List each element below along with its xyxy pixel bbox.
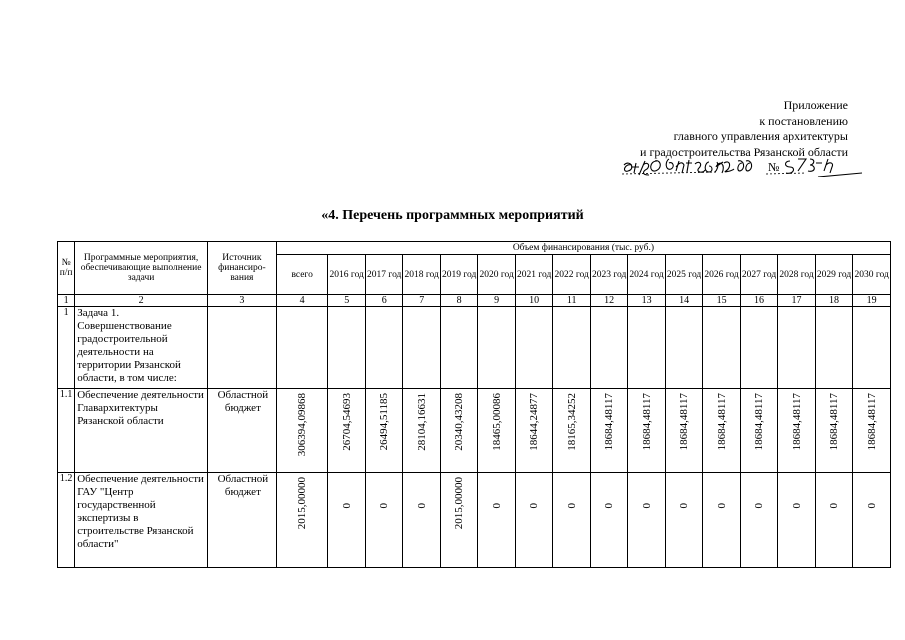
header-year: 2025 год [665,255,702,295]
row-total [276,473,328,568]
row-value [590,307,627,389]
column-number: 14 [665,295,702,307]
header-year: 2019 год [440,255,477,295]
row-value [553,389,590,473]
value-text: 18684,48117 [715,393,728,451]
column-number: 9 [478,295,515,307]
value-text: 2015,00000 [453,477,466,530]
column-number: 2 [75,295,208,307]
row-value [440,473,477,568]
row-value [628,307,665,389]
handwritten-date-number [620,155,865,177]
column-number: 15 [703,295,740,307]
column-number: 3 [207,295,276,307]
column-number: 8 [440,295,477,307]
header-year: 2018 год [403,255,440,295]
column-number: 6 [365,295,402,307]
row-source [207,307,276,389]
table-row [58,473,891,568]
row-value [365,307,402,389]
row-value [665,389,702,473]
row-num: 1 [58,307,75,389]
value-text: 0 [790,503,803,509]
program-table [57,241,891,568]
row-value [365,473,402,568]
value-text: 26494,51185 [378,393,391,451]
row-value [478,473,515,568]
row-value [515,307,552,389]
annex-line: главного управления архитектуры [673,129,848,143]
value-text: 26704,54693 [340,393,353,451]
header-year: 2029 год [815,255,852,295]
row-value [515,473,552,568]
row-value [478,307,515,389]
column-number-row [58,295,891,307]
row-value [740,473,777,568]
column-number: 1 [58,295,75,307]
header-num: № п/п [58,242,75,295]
value-text: 18684,48117 [603,393,616,451]
value-text: 0 [603,503,616,509]
value-text: 0 [490,503,503,509]
value-text: 0 [565,503,578,509]
row-value [590,389,627,473]
column-number: 16 [740,295,777,307]
row-activity: Задача 1. Совершенствование градостроительной деятельности на территории Рязанской области, в том числе: [75,307,208,389]
value-text: 0 [528,503,541,509]
value-text: 18165,34252 [565,393,578,451]
row-value [740,307,777,389]
value-text: 0 [715,503,728,509]
value-text: 18465,00086 [490,393,503,451]
row-value [778,389,815,473]
row-value [853,307,891,389]
table-row [58,389,891,473]
header-year: 2024 год [628,255,665,295]
header-year: 2027 год [740,255,777,295]
column-number: 17 [778,295,815,307]
row-value [815,307,852,389]
value-text: 0 [340,503,353,509]
row-activity: Обеспечение деятельности Главархитектуры Рязанской области [75,389,208,473]
row-source: Областной бюджет [207,473,276,568]
value-text: 0 [678,503,691,509]
row-value [328,473,365,568]
header-year: 2016 год [328,255,365,295]
value-text: 306394,09868 [296,393,309,457]
column-number: 4 [276,295,328,307]
row-value [853,473,891,568]
row-value [703,473,740,568]
row-value [628,473,665,568]
value-text: 0 [378,503,391,509]
header-total: всего [276,255,328,295]
header-year: 2020 год [478,255,515,295]
annex-line: Приложение [783,98,848,112]
header-year: 2023 год [590,255,627,295]
page-title: «4. Перечень программных мероприятий [321,208,584,223]
row-value [665,473,702,568]
header-year: 2021 год [515,255,552,295]
row-value [853,389,891,473]
header-year: 2022 год [553,255,590,295]
value-text: 18684,48117 [790,393,803,451]
row-value [778,307,815,389]
value-text: 18684,48117 [753,393,766,451]
header-year: 2026 год [703,255,740,295]
annex-line: и градостроительства Рязанской области [640,144,848,159]
value-text: 0 [415,503,428,509]
value-text: 18644,24877 [528,393,541,451]
header-year: 2028 год [778,255,815,295]
row-total [276,307,328,389]
row-value [665,307,702,389]
row-value [403,307,440,389]
header-year: 2030 год [853,255,891,295]
column-number: 13 [628,295,665,307]
row-value [440,389,477,473]
row-activity: Обеспечение деятельности ГАУ "Центр государственной экспертизы в строительстве Рязанской области" [75,473,208,568]
value-text: 0 [753,503,766,509]
column-number: 11 [553,295,590,307]
row-total [276,389,328,473]
row-value [403,473,440,568]
column-number: 19 [853,295,891,307]
row-value [703,307,740,389]
row-value [478,389,515,473]
row-value [403,389,440,473]
value-text: 18684,48117 [640,393,653,451]
row-value [778,473,815,568]
value-text: 18684,48117 [678,393,691,451]
header-source: Источник финансиро-вания [207,242,276,295]
value-text: 20340,43208 [453,393,466,451]
row-value [815,389,852,473]
value-text: 28104,16631 [415,393,428,451]
row-value [590,473,627,568]
value-text: 18684,48117 [865,393,878,451]
value-text: 2015,00000 [296,477,309,530]
column-number: 12 [590,295,627,307]
svg-text:№: № [768,160,780,174]
row-value [703,389,740,473]
row-num: 1.2 [58,473,75,568]
row-value [440,307,477,389]
value-text: 0 [865,503,878,509]
row-value [515,389,552,473]
header-year: 2017 год [365,255,402,295]
column-number: 5 [328,295,365,307]
value-text: 18684,48117 [828,393,841,451]
row-value [365,389,402,473]
row-value [553,307,590,389]
row-source: Областной бюджет [207,389,276,473]
column-number: 10 [515,295,552,307]
column-number: 7 [403,295,440,307]
row-value [328,389,365,473]
row-value [553,473,590,568]
header-activities: Программные мероприятия, обеспечивающие выполнение задачи [75,242,208,295]
value-text: 0 [640,503,653,509]
row-value [740,389,777,473]
column-number: 18 [815,295,852,307]
row-value [328,307,365,389]
header-volume: Объем финансирования (тыс. руб.) [276,242,890,255]
value-text: 0 [828,503,841,509]
annex-line: к постановлению [759,113,848,128]
row-value [815,473,852,568]
annex-block [548,98,848,160]
row-value [628,389,665,473]
row-num: 1.1 [58,389,75,473]
table-row [58,307,891,389]
